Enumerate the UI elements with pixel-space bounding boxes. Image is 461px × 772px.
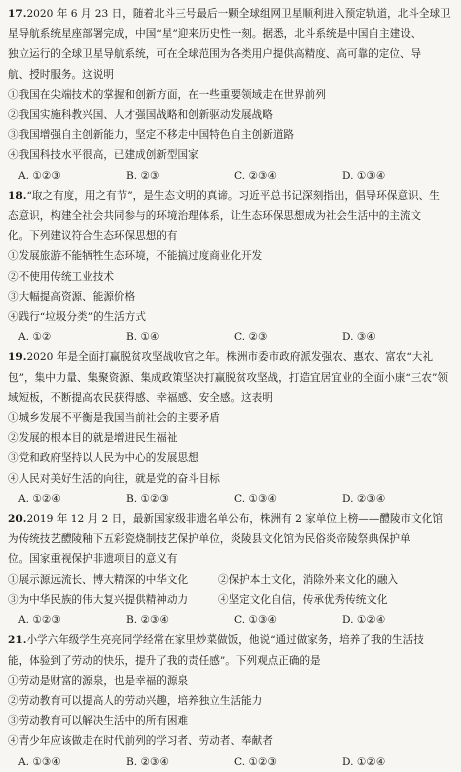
choice-c[interactable]: C. ②③④: [234, 169, 277, 182]
question-18-statement-1: ①发展旅游不能牺牲生态环境，不能搞过度商业化开发: [8, 250, 263, 263]
question-20-statements-row-1: [8, 570, 453, 590]
question-19-statement-2: ②发展的根本目的就是增进民生福祉: [8, 432, 178, 445]
question-17-stem-text-1: 2020 年 6 月 23 日，随着北斗三号最后一颗全球组网卫星顺利进入预定轨道，北斗全球卫: [26, 8, 451, 20]
question-20-stem-line-1: [8, 509, 453, 529]
question-17-stem-line-1: [8, 4, 453, 24]
choice-d[interactable]: D. ①③④: [342, 169, 386, 182]
choice-b[interactable]: B. ②③: [126, 169, 160, 182]
choice-b[interactable]: B. ①④: [126, 331, 160, 344]
question-17: [8, 4, 453, 186]
choice-a[interactable]: A. ①②④: [18, 492, 61, 505]
choice-b[interactable]: B. ②③④: [126, 614, 170, 627]
question-18-stem-line-2: 态意识，构建全社会共同参与的环境治理体系，让生态环保思想成为社会生活中的主流文: [8, 210, 422, 223]
choice-b[interactable]: B. ①②③: [126, 492, 170, 505]
question-17-stem-line-2: 星导航系统星座部署完成，中国“星”迎来历史性一刻。据悉，北斗系统是中国自主建设、: [8, 28, 422, 41]
question-17-statement-2: ②我国实施科教兴国、人才强国战略和创新驱动发展战略: [8, 109, 273, 122]
question-20-stem-line-3: 位。国家重视保护非遗项目的意义有: [8, 553, 178, 566]
question-21-statement-4: ④青少年应该做走在时代前列的学习者、劳动者、奉献者: [8, 735, 273, 748]
choice-d[interactable]: D. ②③④: [342, 492, 386, 505]
choice-d[interactable]: D. ①②④: [342, 614, 386, 627]
question-18-stem-text-1: “取之有度，用之有节”，是生态文明的真谛。习近平总书记深刻指出，倡导环保意识、生: [26, 189, 440, 202]
question-19: [8, 347, 453, 509]
question-20-statement-1: ①展示源远流长、博大精深的中华文化: [8, 573, 189, 586]
question-19-stem-line-1: [8, 347, 453, 367]
question-21-statement-2: ②劳动教育可以提高人的劳动兴趣，培养独立生活能力: [8, 694, 263, 707]
question-18-statement-3: ③大幅提高资源、能源价格: [8, 290, 136, 303]
question-20-statements-row-2: [8, 590, 453, 610]
choice-c[interactable]: C. ①②③: [234, 755, 277, 768]
question-17-statement-4: ④我国科技水平很高，已建成创新型国家: [8, 149, 199, 162]
choice-c[interactable]: C. ①③④: [234, 492, 277, 505]
question-18-choices: [8, 327, 453, 347]
question-18-number: 18.: [8, 189, 27, 202]
question-21-stem-line-2: 能，体验到了劳动的快乐，提升了我的责任感”。下列观点正确的是: [8, 654, 321, 667]
question-20-statement-2: ②保护本土文化，消除外来文化的融入: [218, 573, 399, 586]
question-18: [8, 186, 453, 348]
choice-a[interactable]: A. ①②: [18, 331, 52, 344]
question-20-choices: [8, 610, 453, 630]
question-19-number: 19.: [8, 351, 27, 364]
question-21: [8, 630, 453, 771]
question-17-choices: [8, 166, 453, 186]
question-20-statement-4: ④坚定文化自信，传承优秀传统文化: [218, 593, 388, 606]
question-20-stem-text-1: 2019 年 12 月 2 日，最新国家级非遗名单公布，株洲有 2 家单位上榜——醴陵市文化馆: [26, 513, 443, 526]
question-19-stem-line-3: 域短板，不断提高农民获得感、幸福感、安全感。这表明: [8, 391, 273, 404]
question-19-choices: [8, 489, 453, 509]
choice-c[interactable]: C. ①③④: [234, 614, 277, 627]
choice-a[interactable]: A. ①②③: [18, 614, 61, 627]
question-21-number: 21.: [8, 634, 27, 647]
question-19-statement-3: ③党和政府坚持以人民为中心的发展思想: [8, 452, 199, 465]
question-19-statement-1: ①城乡发展不平衡是我国当前社会的主要矛盾: [8, 412, 220, 425]
question-20: [8, 509, 453, 630]
choice-d[interactable]: D. ①②④: [342, 755, 386, 768]
choice-a[interactable]: A. ①③④: [18, 755, 61, 768]
choice-d[interactable]: D. ③④: [342, 331, 376, 344]
question-20-statement-3: ③为中华民族的伟大复兴提供精神动力: [8, 593, 189, 606]
choice-b[interactable]: B. ②③④: [126, 755, 170, 768]
question-21-stem-line-1: [8, 630, 453, 650]
question-19-stem-line-2: 包”，集中力量、集聚资源、集成政策坚决打赢脱贫攻坚战，打造宜居宜业的全面小康“三农”领: [8, 371, 448, 384]
question-18-statement-2: ②不使用传统工业技术: [8, 270, 114, 283]
choice-a[interactable]: A. ①②③: [18, 169, 61, 182]
question-19-stem-text-1: 2020 年是全面打赢脱贫攻坚战收官之年。株洲市委市政府派发强农、惠农、富农“大礼: [26, 351, 433, 364]
question-21-statement-1: ①劳动是财富的源泉，也是幸福的源泉: [8, 674, 189, 687]
question-18-stem-line-1: [8, 186, 453, 206]
question-17-number: 17.: [8, 8, 27, 20]
question-21-statement-3: ③劳动教育可以解决生活中的所有困难: [8, 715, 189, 728]
question-17-statement-3: ③我国增强自主创新能力，坚定不移走中国特色自主创新道路: [8, 129, 295, 142]
question-17-stem-line-4: 航、授时服务。这说明: [8, 68, 114, 81]
choice-c[interactable]: C. ②③: [234, 331, 268, 344]
question-21-choices: [8, 752, 453, 772]
question-18-statement-4: ④践行“垃圾分类”的生活方式: [8, 311, 146, 324]
question-18-stem-line-3: 化。下列建议符合生态环保思想的有: [8, 230, 178, 243]
question-19-statement-4: ④人民对美好生活的向往，就是党的奋斗目标: [8, 472, 220, 485]
question-21-stem-text-1: 小学六年级学生亮亮同学经常在家里炒菜做饭，他说“通过做家务，培养了我的生活技: [26, 634, 424, 647]
question-17-statement-1: ①我国在尖端技术的掌握和创新方面，在一些重要领域走在世界前列: [8, 88, 326, 101]
question-20-stem-line-2: 为传统技艺醴陵釉下五彩瓷烧制技艺保护单位，炎陵县文化馆为民俗炎帝陵祭典保护单: [8, 533, 411, 546]
question-20-number: 20.: [8, 513, 27, 526]
question-17-stem-line-3: 独立运行的全球卫星导航系统，可在全球范围为各类用户提供高精度、高可靠的定位、导: [8, 48, 422, 61]
